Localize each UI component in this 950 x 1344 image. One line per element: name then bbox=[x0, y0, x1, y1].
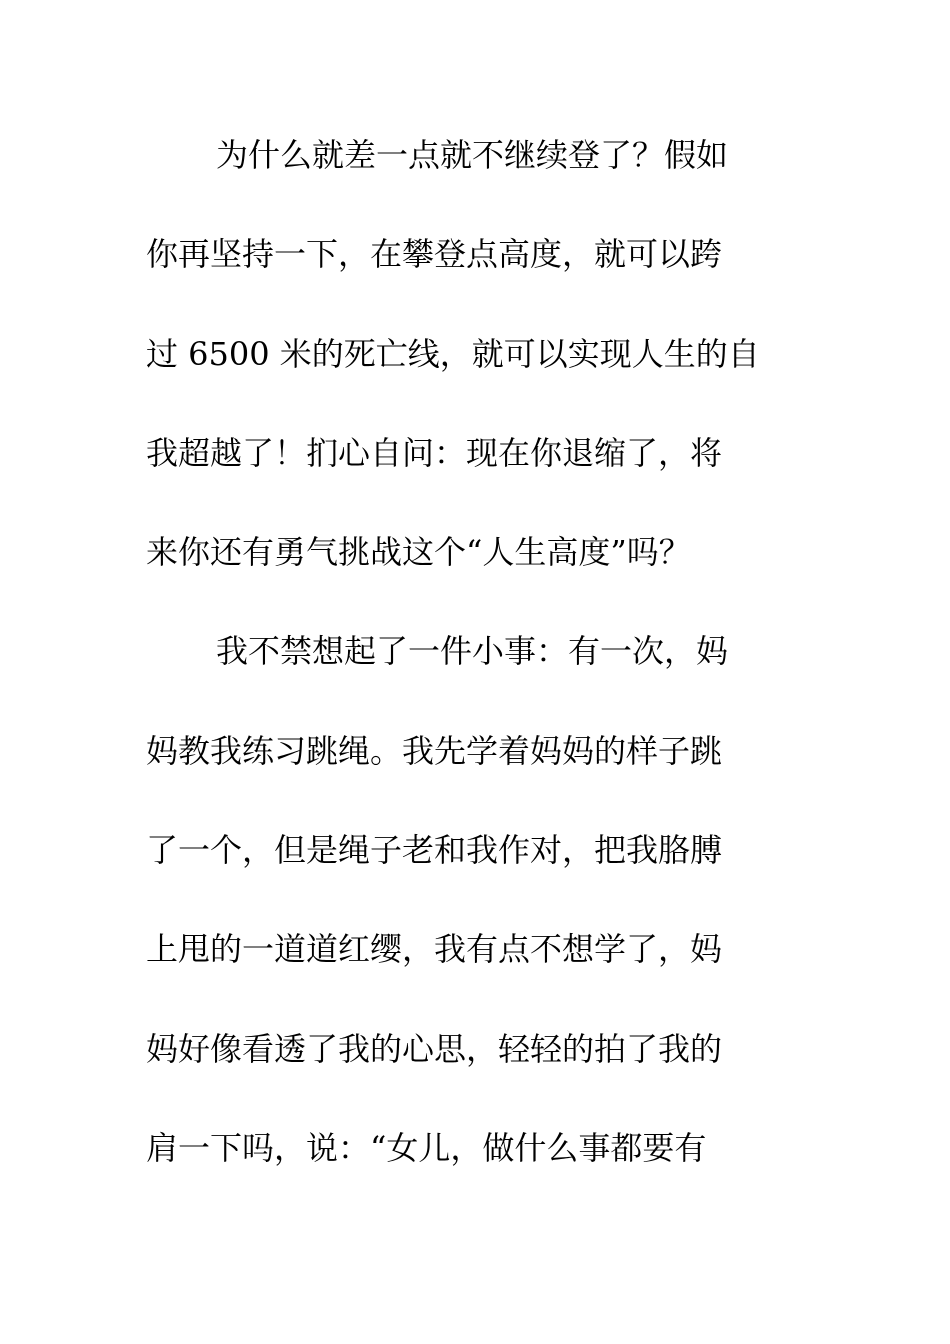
paragraph-1-line-3: 过 6500 米的死亡线，就可以实现人生的自 bbox=[146, 334, 760, 373]
paragraph-1-line-1: 为什么就差一点就不继续登了？假如 bbox=[216, 136, 729, 174]
paragraph-2-line-4: 上甩的一道道红缨，我有点不想学了，妈 bbox=[146, 930, 723, 969]
paragraph-1-line-5: 来你还有勇气挑战这个“人生高度”吗？ bbox=[146, 533, 691, 572]
paragraph-1-line-2: 你再坚持一下，在攀登点高度，就可以跨 bbox=[146, 235, 723, 274]
paragraph-2-line-5: 妈好像看透了我的心思，轻轻的拍了我的 bbox=[146, 1029, 723, 1068]
paragraph-2-line-2: 妈教我练习跳绳。我先学着妈妈的样子跳 bbox=[146, 731, 723, 770]
paragraph-2-line-3: 了一个，但是绳子老和我作对，把我胳膊 bbox=[146, 831, 723, 870]
paragraph-1-line-4: 我超越了！扪心自问：现在你退缩了，将 bbox=[146, 433, 723, 472]
paragraph-2-line-1: 我不禁想起了一件小事：有一次，妈 bbox=[216, 632, 729, 671]
paragraph-2-line-6: 肩一下吗，说：“女儿，做什么事都要有 bbox=[146, 1128, 707, 1167]
body-text bbox=[146, 127, 806, 1219]
